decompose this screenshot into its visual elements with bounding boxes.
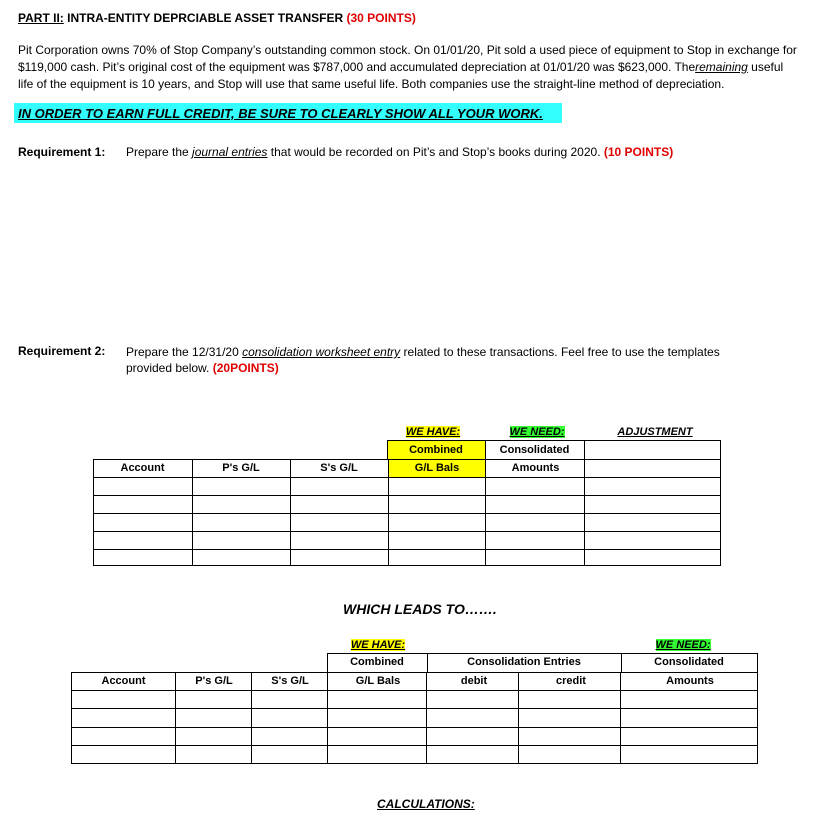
- t2-consolidation-entries: Consolidation Entries: [467, 656, 581, 668]
- t2-gl-bals: G/L Bals: [355, 675, 401, 687]
- t1-consolidated: Consolidated: [499, 444, 570, 456]
- t2-top-line: [327, 653, 757, 654]
- t2-s-gl: S's G/L: [271, 675, 309, 687]
- table-row: [72, 709, 758, 727]
- t2-consolidated: Consolidated: [654, 656, 724, 668]
- requirement-1-text: Prepare the journal entries that would be recorded on Pit’s and Stop’s books during 2020. (10 POINTS): [126, 145, 674, 159]
- requirement-2-text: Prepare the 12/31/20 consolidation worksheet entry related to these transactions. Feel free to use the templates provided below. (20POINTS): [126, 345, 720, 375]
- table-row: [94, 496, 721, 514]
- requirement-1-points: (10 POINTS): [603, 145, 674, 159]
- table-row: [72, 745, 758, 763]
- t2-we-need: WE NEED:: [655, 639, 711, 651]
- part-label: PART II:: [18, 11, 64, 25]
- which-leads-to: WHICH LEADS TO…….: [343, 601, 497, 617]
- problem-line-1: Pit Corporation owns 70% of Stop Company’s outstanding common stock. On 01/01/20, Pit sold a used piece of equipment to Stop in exchange for: [18, 43, 797, 57]
- t1-we-need: WE NEED:: [509, 426, 565, 438]
- problem-line-2: $119,000 cash. Pit’s original cost of the equipment was $787,000 and accumulated depreciation at 01/01/20 was $623,000. Theremaining useful: [18, 60, 784, 74]
- problem-line-3: life of the equipment is 10 years, and Stop will use that same useful life. Both companies use the straight-line method of depreciation.: [18, 77, 725, 91]
- t2-debit: debit: [460, 675, 488, 687]
- worksheet-entry-emph: consolidation worksheet entry: [242, 345, 401, 359]
- t2-combined: Combined: [350, 656, 404, 668]
- table-row: [94, 532, 721, 550]
- t1-account: Account: [120, 462, 165, 474]
- t1-we-have: WE HAVE:: [405, 426, 461, 438]
- t2-credit: credit: [556, 675, 586, 687]
- t1-amounts: Amounts: [511, 462, 560, 474]
- table-row: [72, 727, 758, 745]
- requirement-2-label: Requirement 2:: [18, 344, 106, 358]
- table-row: [72, 691, 758, 709]
- t1-gl-bals: G/L Bals: [414, 462, 460, 474]
- t1-s-gl: S's G/L: [320, 462, 358, 474]
- journal-entries-emph: journal entries: [192, 145, 268, 159]
- t2-amounts: Amounts: [666, 675, 714, 687]
- requirement-1-label: Requirement 1:: [18, 145, 106, 159]
- table-row: [94, 478, 721, 496]
- remaining-word: remaining: [695, 60, 748, 74]
- table-row: [94, 514, 721, 532]
- requirement-2-points: (20POINTS): [212, 361, 279, 375]
- t1-top-line: [387, 440, 720, 441]
- part-title: [18, 11, 416, 25]
- t2-we-have: WE HAVE:: [350, 639, 406, 651]
- t2-account: Account: [101, 675, 146, 687]
- problem-statement: [18, 42, 826, 93]
- t2-p-gl: P's G/L: [195, 675, 233, 687]
- t1-p-gl: P's G/L: [222, 462, 260, 474]
- t1-combined: Combined: [409, 444, 463, 456]
- t1-adjustment: ADJUSTMENT: [617, 426, 693, 438]
- part-title-text: INTRA-ENTITY DEPRCIABLE ASSET TRANSFER: [63, 11, 347, 25]
- part-points: (30 POINTS): [346, 11, 416, 25]
- table1-grid: [93, 459, 721, 566]
- table-row: [94, 550, 721, 566]
- calculations-label: CALCULATIONS:: [377, 797, 475, 811]
- instruction-banner: IN ORDER TO EARN FULL CREDIT, BE SURE TO CLEARLY SHOW ALL YOUR WORK.: [18, 106, 543, 121]
